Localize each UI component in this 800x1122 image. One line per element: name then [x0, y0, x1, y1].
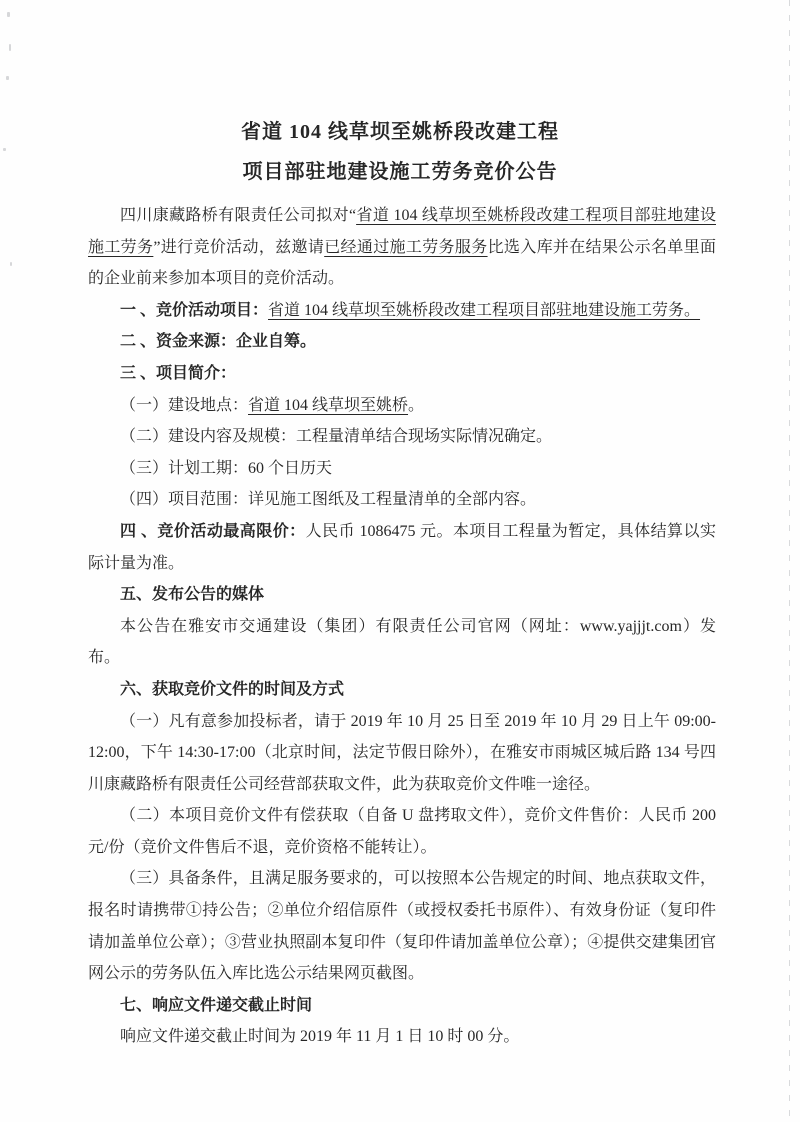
scan-speck — [6, 76, 9, 80]
doc-paragraph — [88, 516, 716, 579]
text-segment: 比选入库并在结果公示名单里面的企业前来参加本项目的竞价活动。 — [88, 238, 716, 288]
text-segment: 省道 104 线草坝至姚桥 — [248, 396, 409, 414]
doc-heading — [88, 674, 716, 706]
text-segment: 三 、项目简介： — [120, 364, 237, 382]
text-segment: ”进行竞价活动，兹邀请 — [153, 238, 325, 256]
text-segment: 六、获取竞价文件的时间及方式 — [120, 680, 345, 698]
text-segment: （三）具备条件，且满足服务要求的，可以按照本公告规定的时间、地点获取文件，报名时请携带①持公告；②单位介绍信原件（或授权委托书原件）、有效身份证（复印件请加盖单位公章）；③营业执照副本复印件（复印件请加盖单位公章）；④提供交建集团官网公示的劳务队伍入库比选公示结果网页截图。 — [88, 870, 716, 983]
doc-paragraph — [88, 863, 716, 989]
text-segment: 本公告在雅安市交通建设（集团）有限责任公司官网（网址：www.yajjjt.com）发布。 — [88, 617, 716, 667]
text-segment: 已经通过施工劳务服务 — [324, 238, 488, 256]
scan-speck — [9, 44, 11, 51]
scan-speck — [10, 262, 12, 266]
doc-heading — [88, 579, 716, 611]
doc-heading — [88, 358, 716, 390]
text-segment: 响应文件递交截止时间为 2019 年 11 月 1 日 10 时 00 分。 — [120, 1028, 520, 1046]
text-segment: 省道 104 线草坝至姚桥段改建工程项目部驻地建设施工劳务。 — [268, 301, 701, 319]
doc-title-line-1: 省道 104 线草坝至姚桥段改建工程 — [241, 121, 559, 143]
scan-artifact-right-edge — [789, 0, 790, 1122]
text-segment: （四）项目范围：详见施工图纸及工程量清单的全部内容。 — [120, 491, 537, 509]
text-segment: 四 、竞价活动最高限价： — [120, 522, 306, 540]
text-segment: 四川康藏路桥有限责任公司拟对“ — [120, 207, 357, 224]
doc-paragraph — [88, 421, 716, 453]
text-segment: 二 、资金来源：企业自筹。 — [120, 333, 317, 351]
doc-paragraph — [88, 453, 716, 485]
doc-heading — [88, 326, 716, 358]
doc-heading — [88, 295, 716, 327]
doc-body — [88, 200, 716, 1053]
text-segment: （一）凡有意参加投标者，请于 2019 年 10 月 25 日至 2019 年 10 月 29 日上午 09:00-12:00，下午 14:30-17:00（北京时间，法定节假日除外），在雅安市雨城区城后路 134 号四川康藏路桥有限责任公司经营部获取文件，此为获取竞价文件唯一途径。 — [88, 712, 716, 793]
text-segment: 一 、竞价活动项目： — [120, 301, 269, 319]
scan-speck — [3, 148, 6, 151]
doc-title-line-2: 项目部驻地建设施工劳务竞价公告 — [242, 161, 558, 183]
doc-heading — [88, 990, 716, 1022]
text-segment: 人民币 1086475 元。本项目工程量为暂定，具体结算以实际计量为准。 — [88, 522, 716, 572]
text-segment: （二）建设内容及规模：工程量清单结合现场实际情况确定。 — [120, 428, 553, 446]
text-segment: 五、发布公告的媒体 — [120, 586, 265, 604]
doc-paragraph — [88, 390, 716, 422]
doc-paragraph — [88, 1021, 716, 1053]
text-segment: （二）本项目竞价文件有偿获取（自备 U 盘拷取文件），竞价文件售价：人民币 200 元/份（竞价文件售后不退，竞价资格不能转让）。 — [88, 807, 716, 856]
doc-paragraph — [88, 484, 716, 516]
doc-paragraph — [88, 800, 716, 863]
scan-speck — [7, 12, 10, 17]
doc-paragraph — [88, 706, 716, 801]
text-segment: （三）计划工期：60 个日历天 — [120, 459, 333, 477]
text-segment: （一）建设地点： — [120, 396, 249, 414]
doc-title — [60, 112, 740, 192]
text-segment: 省道 104 线草坝至姚桥段改建工程项目部驻地建设施工劳务 — [88, 207, 716, 256]
doc-paragraph — [88, 200, 716, 295]
text-segment: 七、响应文件递交截止时间 — [120, 996, 313, 1014]
text-segment: 。 — [408, 396, 425, 414]
doc-paragraph — [88, 611, 716, 674]
